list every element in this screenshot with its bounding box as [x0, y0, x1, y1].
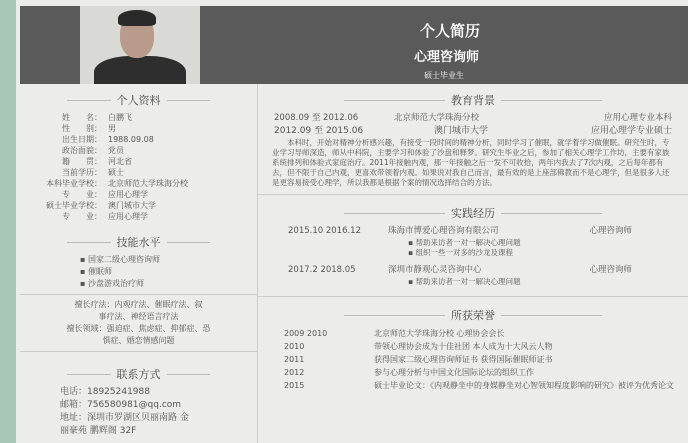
field-value: 党员	[108, 146, 124, 155]
info-row	[20, 178, 257, 189]
award-text: 北京师范大学珠海分校 心理协会会长	[374, 329, 505, 338]
info-row	[20, 189, 257, 200]
award-year: 2010	[284, 342, 305, 351]
field-label: 出生日期：	[62, 135, 102, 144]
edu-date: 2008.09 至 2012.06	[274, 113, 359, 123]
award-year: 2009 2010	[284, 329, 328, 338]
award-row	[258, 366, 688, 379]
field-value: 应用心理学	[108, 212, 148, 221]
job-company: 珠海市博爱心理咨询有限公司	[388, 226, 499, 236]
skill-item: ▪ 沙盘游戏治疗师	[80, 278, 257, 290]
experience-row	[258, 225, 688, 238]
field-value: 应用心理学	[108, 190, 148, 199]
bullet-item: ▪ 帮助来访者一对一解决心理问题	[408, 238, 688, 248]
therapy-line: 事疗法、神经语言疗法	[98, 312, 179, 321]
award-year: 2012	[284, 368, 305, 377]
therapy-box	[20, 294, 257, 352]
address: 地址：深圳市罗湖区贝丽南路 金	[60, 413, 189, 423]
field-label: 硕士毕业学校：	[46, 201, 102, 210]
section-title: 联系方式	[20, 366, 257, 382]
field-label: 性 别：	[62, 124, 102, 133]
info-row	[20, 123, 257, 134]
header-band	[20, 6, 688, 84]
field-value: 河北省	[108, 157, 132, 166]
right-column	[258, 84, 688, 443]
field-value: 硕士	[108, 168, 124, 177]
edu-school: 北京师范大学珠海分校	[394, 113, 480, 123]
education-row	[258, 112, 688, 125]
award-row	[258, 340, 688, 353]
info-row	[20, 156, 257, 167]
field-label: 籍 贯：	[62, 157, 102, 166]
skill-item: ▪ 催眠师	[80, 266, 257, 278]
award-text: 获得国家二级心理咨询师证书 获得国际催眠师证书	[374, 355, 553, 364]
job-date: 2015.10 2016.12	[288, 226, 362, 236]
profile-photo	[80, 6, 200, 84]
address: 丽豪苑 鹏辉阁 32F	[60, 426, 137, 436]
skill-list	[20, 254, 257, 290]
email: 邮箱：756580981@qq.com	[60, 400, 182, 410]
education-row	[258, 125, 688, 138]
award-row	[258, 327, 688, 340]
field-value: 1988.09.08	[108, 135, 154, 144]
field-label: 专 业：	[62, 212, 102, 221]
field-label: 当前学历：	[62, 168, 102, 177]
field-value: 男	[108, 124, 116, 133]
job-bullets	[258, 238, 688, 258]
awards-list	[258, 327, 688, 392]
contact-info	[20, 386, 257, 438]
edu-date: 2012.09 至 2015.06	[274, 126, 364, 136]
section-title: 所获荣誉	[258, 307, 688, 323]
skill-item: ▪ 国家二级心理咨询师	[80, 254, 257, 266]
position-title: 心理咨询师	[414, 50, 480, 65]
award-year: 2015	[284, 381, 305, 390]
info-row	[20, 211, 257, 222]
section-title: 教育背景	[258, 92, 688, 108]
field-label: 本科毕业学校：	[46, 179, 102, 188]
field-value: 北京师范大学珠海分校	[108, 179, 188, 188]
info-row	[20, 134, 257, 145]
therapy-line: 擅长疗法：内观疗法、催眠疗法、叙	[74, 300, 203, 309]
info-row	[20, 200, 257, 211]
job-role: 心理咨询师	[589, 226, 632, 236]
edu-major: 应用心理专业本科	[603, 113, 672, 123]
award-text: 硕士毕业论文：《内观静坐中的身媒静坐对心智领知程度影响的研究》被评为优秀论文	[374, 381, 674, 390]
section-title: 个人资料	[20, 92, 257, 108]
phone: 电话：18925241988	[60, 387, 150, 397]
field-value: 澳门城市大学	[108, 201, 156, 210]
bullet-item: ▪ 组织一些一对多的沙龙及课程	[408, 248, 688, 258]
personal-info	[20, 112, 257, 222]
resume-page	[16, 0, 688, 443]
degree-label: 硕士毕业生	[424, 71, 464, 80]
award-text: 带领心理协会成为十佳社团 本人成为十大风云人物	[374, 342, 553, 351]
edu-school: 澳门城市大学	[434, 126, 489, 136]
info-row	[20, 145, 257, 156]
bullet-item: ▪ 帮助来访者一对一解决心理问题	[408, 277, 688, 287]
info-row	[20, 112, 257, 123]
areas-line: 擅长领域：强迫症、焦虑症、抑郁症、恐	[66, 324, 211, 333]
award-row	[258, 379, 688, 392]
job-company: 深圳市静观心灵咨询中心	[388, 265, 482, 275]
education-description: 本科时，开始对精神分析感兴趣，有接受一段时间的精神分析，同时学习了催眠，就学着学习做催眠。研究生时，专业学习导师深造，师从中科院，主要学习和体验了沙盘和释梦。研究生毕业之后，参加了相关心理学工作坊，主要有家族系统排列和体验式家庭治疗。2011年接触内观，那一年接触之后一发不可收拾，两年内我去了7次内观，之后每年都有去，但不限于自己内观，更喜欢带领着内观。如果说对我自己而言，最有效的是上座部佛教而不是心理学，但是很多人还是更容易接受心理学，所以我都是根据个案的情况选择结合的方法。	[258, 138, 688, 195]
section-title: 实践经历	[258, 205, 688, 221]
education-list	[258, 112, 688, 138]
resume-title: 个人简历	[420, 22, 481, 40]
field-value: 白鹏飞	[108, 113, 132, 122]
job-date: 2017.2 2018.05	[288, 265, 356, 275]
award-row	[258, 353, 688, 366]
job-bullets	[258, 277, 688, 287]
field-label: 专 业：	[62, 190, 102, 199]
section-title: 技能水平	[20, 234, 257, 250]
info-row	[20, 167, 257, 178]
areas-line: 惧症、婚恋情感问题	[102, 336, 175, 345]
award-text: 参与心理分析与中国文化国际论坛的组织工作	[374, 368, 534, 377]
experience-row	[258, 264, 688, 277]
field-label: 政治面貌：	[62, 146, 102, 155]
award-year: 2011	[284, 355, 305, 364]
field-label: 姓 名：	[62, 113, 102, 122]
job-role: 心理咨询师	[589, 265, 632, 275]
left-column	[20, 84, 258, 443]
experience-list	[258, 225, 688, 297]
edu-major: 应用心理学专业硕士	[590, 126, 672, 136]
